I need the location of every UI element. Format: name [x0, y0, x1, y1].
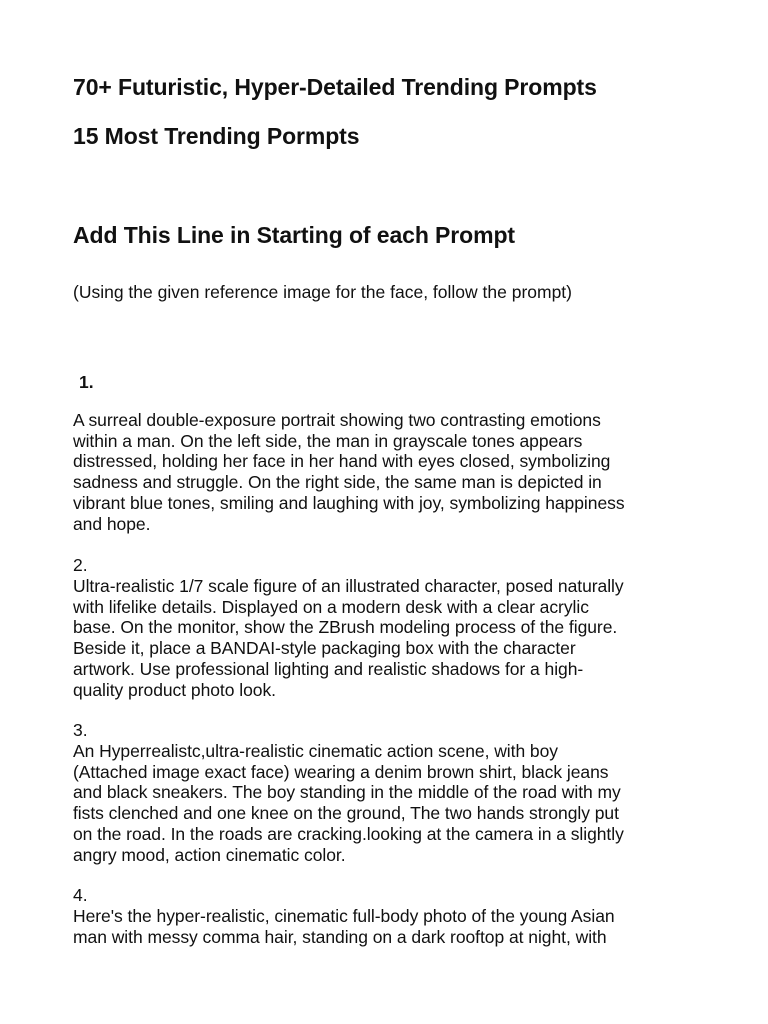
prompt-text-1: A surreal double-exposure portrait showing two contrasting emotions within a man. On the left side, the man in grayscale tones appears distressed, holding her face in her hand with eyes closed, symbolizing sadness and struggle. On the right side, the same man is depicted in vibrant blue tones, smiling and laughing with joy, symbolizing happiness and hope.	[73, 410, 625, 534]
prompt-text-3: An Hyperrealistc,ultra-realistic cinematic action scene, with boy (Attached image exact face) wearing a denim brown shirt, black jeans and black sneakers. The boy standing in the middle of the road with my fists clenched and one knee on the ground, The two hands strongly put on the road. In the roads are cracking.looking at the camera in a slightly angry mood, action cinematic color.	[73, 741, 624, 865]
prompt-number-4: 4.	[73, 885, 88, 905]
instruction-heading: Add This Line in Starting of each Prompt	[73, 222, 515, 248]
prompt-number-3: 3.	[73, 720, 88, 740]
prompt-number-2: 2.	[73, 555, 88, 575]
prompt-text-2: Ultra-realistic 1/7 scale figure of an illustrated character, posed naturally with lifelike details. Displayed on a modern desk with a clear acrylic base. On the monitor, show the ZBrush modeling process of the figure. Beside it, place a BANDAI-style packaging box with the character artwork. Use professional lighting and realistic shadows for a high- quality product photo look.	[73, 576, 624, 700]
instruction-text: (Using the given reference image for the face, follow the prompt)	[73, 282, 572, 302]
prompt-number-1: 1.	[79, 372, 94, 392]
document-title: 70+ Futuristic, Hyper-Detailed Trending Prompts	[73, 74, 597, 100]
document-subtitle: 15 Most Trending Pormpts	[73, 123, 360, 149]
prompt-text-4: Here's the hyper-realistic, cinematic full-body photo of the young Asian man with messy comma hair, standing on a dark rooftop at night, with	[73, 906, 615, 947]
